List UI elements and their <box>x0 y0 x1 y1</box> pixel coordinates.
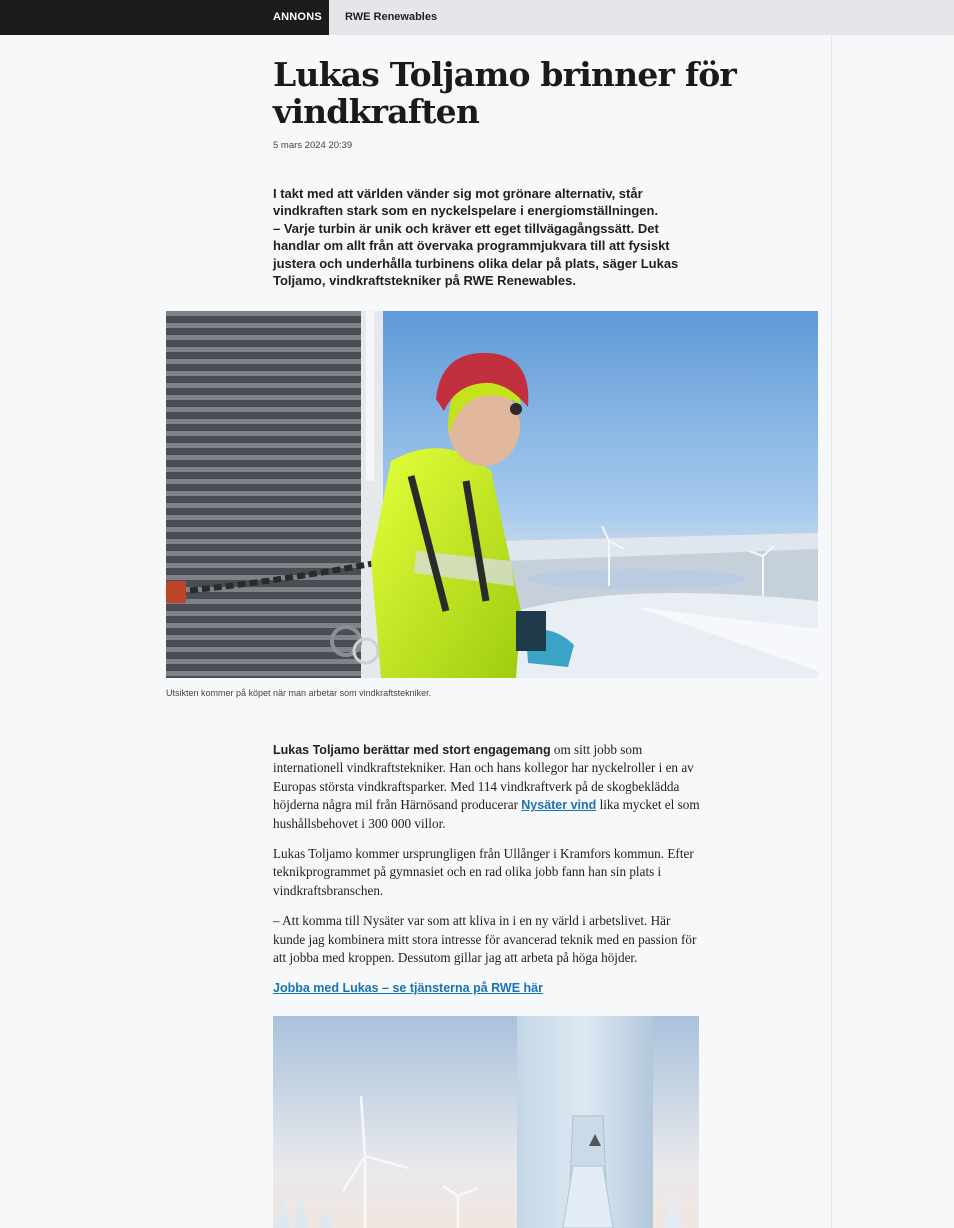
body-text-1a: om sitt jobb som internationell vindkraftstekniker. Han och hans kollegor har nyckelroller i en av Europas största vindkraftsparker. Med 114 vindkraftverk på de skogbeklädda höjderna några mil från Härnösand producerar <box>273 742 694 813</box>
jobs-cta-link[interactable]: Jobba med Lukas – se tjänsterna på RWE här <box>273 981 543 996</box>
body-paragraph-2: Lukas Toljamo kommer ursprungligen från Ullånger i Kramfors kommun. Efter teknikprogrammet på gymnasiet och en rad olika jobb fann han sin plats i vindkraftsbranschen. <box>273 846 694 898</box>
article-body <box>273 741 705 1010</box>
turbine-image <box>273 1016 699 1228</box>
lead-quote: – Varje turbin är unik och kräver ett eget tillvägagångssätt. Det handlar om allt från att övervaka programmjukvara till att fysiskt justera och underhålla turbinens olika delar på plats, säger Lukas Toljamo, vindkraftstekniker på RWE Renewables. <box>273 220 679 289</box>
nysater-vind-link[interactable]: Nysäter vind <box>521 798 597 813</box>
body-paragraph-3: – Att komma till Nysäter var som att kliva in i en ny värld i arbetslivet. Här kunde jag kombinera mitt stora intresse för avancerad teknik med en passion för att jobba med kroppen. Dessutom gillar jag att arbeta på höga höjder. <box>273 913 697 966</box>
lead-paragraph: I takt med att världen vänder sig mot grönare alternativ, står vindkraften stark som en nyckelspelare i energiomställningen. <box>273 186 659 219</box>
ad-label: ANNONS <box>0 0 329 35</box>
hero-image <box>166 311 818 678</box>
body-lede-bold: Lukas Toljamo berättar med stort engagemang <box>273 743 551 757</box>
body-paragraph-1 <box>273 741 705 833</box>
article-lead <box>273 185 693 289</box>
cta-paragraph <box>273 979 705 997</box>
hero-caption: Utsikten kommer på köpet när man arbetar som vindkraftstekniker. <box>166 688 432 698</box>
article-date: 5 mars 2024 20:39 <box>273 140 353 151</box>
sponsor-name[interactable]: RWE Renewables <box>345 11 438 23</box>
article-title: Lukas Toljamo brinner för vindkraften <box>273 55 737 131</box>
right-divider <box>831 35 832 1228</box>
body-text-1b: lika mycket el som hushållsbehovet i 300 000 villor. <box>273 797 700 831</box>
top-bar <box>0 0 954 35</box>
